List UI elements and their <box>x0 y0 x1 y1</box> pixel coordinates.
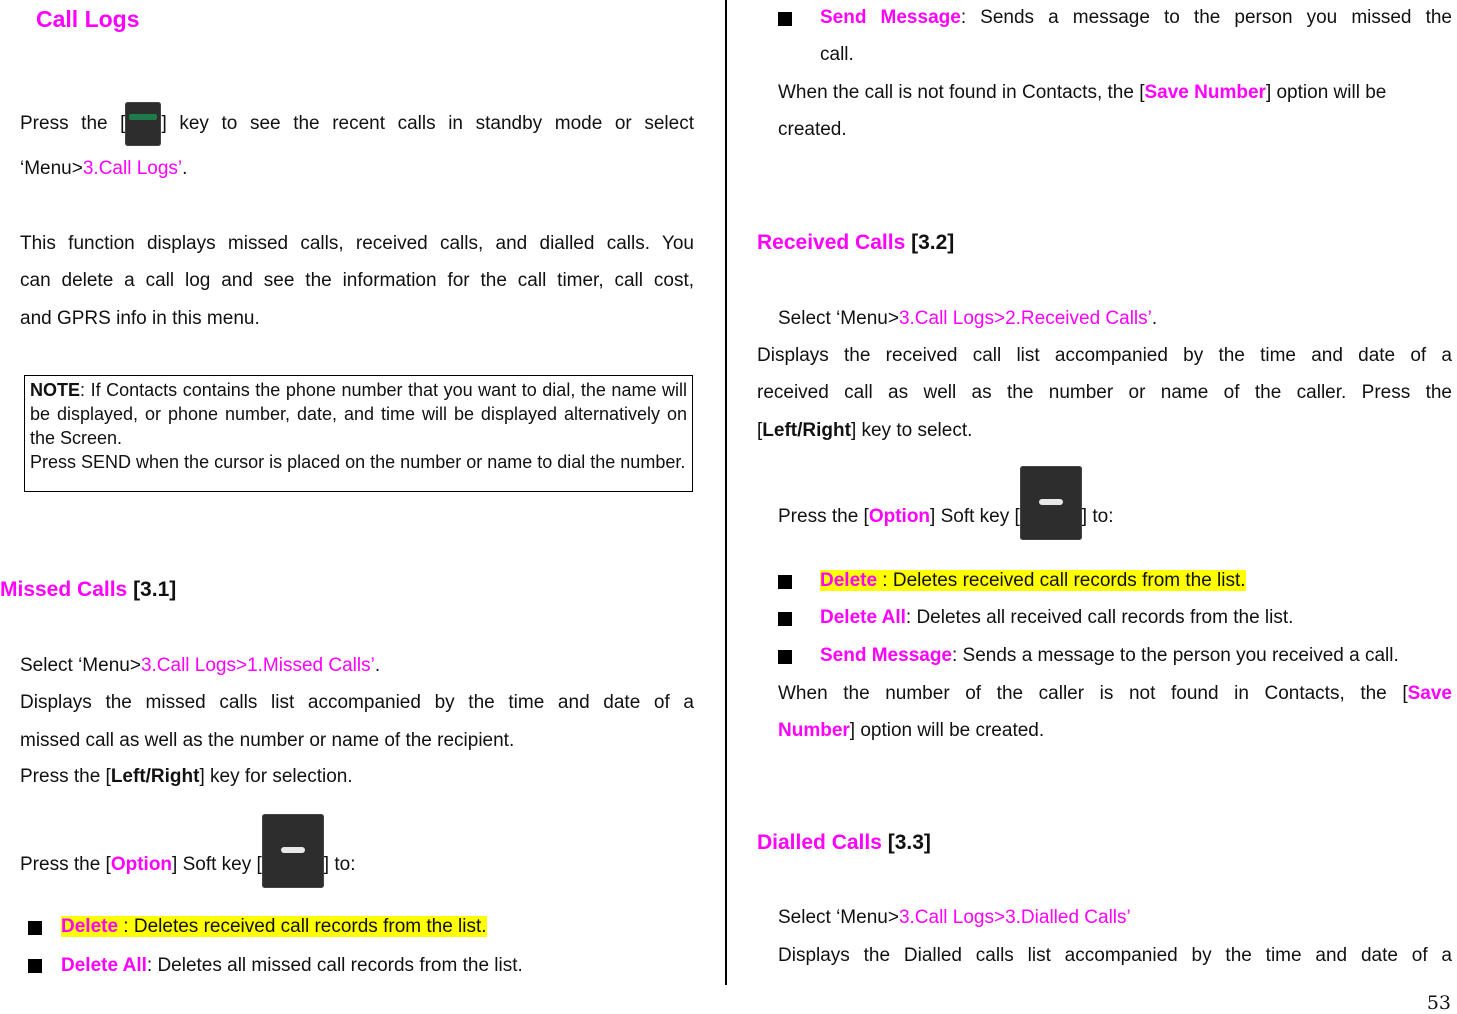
dialled-desc-line-1: Displays the Dialled calls list accompanied by the time and date of a <box>778 945 1452 966</box>
description-line-1: This function displays missed calls, received calls, and dialled calls. You <box>20 233 694 254</box>
missed-calls-heading: Missed Calls [3.1] <box>0 578 177 601</box>
send-message-line-2: call. <box>820 44 854 65</box>
received-desc-line-2: received call as well as the number or name of the caller. Press the <box>757 382 1452 403</box>
received-save-line-2: Number] option will be created. <box>778 720 1045 741</box>
bullet-square-icon <box>28 959 42 973</box>
note-text-1: : If Contacts contains the phone number that you want to dial, the name will be displayed, or phone number, date, and time will be displayed alternatively on the Screen. <box>30 380 687 448</box>
description-line-2: can delete a call log and see the information for the call timer, call cost, <box>20 270 694 291</box>
missed-desc-line-2: missed call as well as the number or name of the recipient. <box>20 730 515 751</box>
dialled-select-line: Select ‘Menu>3.Call Logs>3.Dialled Calls’ <box>778 907 1131 928</box>
received-bullet-delete-all: Delete All: Deletes all received call records from the list. <box>820 607 1294 628</box>
received-desc-line-1: Displays the received call list accompanied by the time and date of a <box>757 345 1452 366</box>
call-key-icon <box>125 102 161 146</box>
save-number-line-1: When the call is not found in Contacts, the [Save Number] option will be <box>778 82 1387 103</box>
page-title: Call Logs <box>36 6 140 32</box>
missed-bullet-delete: Delete : Deletes received call records from the list. <box>61 916 487 937</box>
column-divider <box>725 0 727 985</box>
bullet-square-icon <box>778 650 792 664</box>
intro-line-1: Press the [ ] key to see the recent calls in standby mode or select <box>20 88 694 160</box>
missed-desc-line-1: Displays the missed calls list accompanied by the time and date of a <box>20 692 694 713</box>
bullet-square-icon <box>778 575 792 589</box>
received-menu-path: 3.Call Logs>2.Received Calls’ <box>898 308 1152 329</box>
received-desc-line-3: [Left/Right] key to select. <box>757 420 973 441</box>
received-bullet-delete: Delete : Deletes received call records from the list. <box>820 570 1246 591</box>
note-text-2: Press SEND when the cursor is placed on the number or name to dial the number. <box>30 452 686 472</box>
missed-menu-path: 3.Call Logs>1.Missed Calls’ <box>140 655 375 676</box>
description-line-3: and GPRS info in this menu. <box>20 308 260 329</box>
missed-select-line: Select ‘Menu>3.Call Logs>1.Missed Calls’. <box>20 655 381 676</box>
dialled-calls-heading: Dialled Calls [3.3] <box>757 831 931 854</box>
bullet-square-icon <box>778 612 792 626</box>
received-bullet-send-message: Send Message: Sends a message to the person you received a call. <box>820 645 1399 666</box>
received-option-line: Press the [Option] Soft key [ ] to: <box>778 466 1113 542</box>
missed-press-line: Press the [Left/Right] key for selection. <box>20 766 353 787</box>
bullet-square-icon <box>28 921 42 935</box>
missed-bullet-delete-all: Delete All: Deletes all missed call records from the list. <box>61 955 523 976</box>
note-label: NOTE <box>30 380 81 400</box>
received-calls-heading: Received Calls [3.2] <box>757 231 955 254</box>
save-number-line-2: created. <box>778 119 847 140</box>
note-box <box>24 375 693 492</box>
dialled-menu-path: 3.Call Logs>3.Dialled Calls’ <box>898 907 1131 928</box>
bullet-square-icon <box>778 12 792 26</box>
send-message-line-1: Send Message: Sends a message to the person you missed the <box>820 7 1453 28</box>
received-select-line: Select ‘Menu>3.Call Logs>2.Received Calls’. <box>778 308 1158 329</box>
soft-key-icon <box>1020 466 1082 540</box>
menu-path: 3.Call Logs’ <box>82 158 183 179</box>
missed-option-line: Press the [Option] Soft key [ ] to: <box>20 814 355 890</box>
soft-key-icon <box>262 814 324 888</box>
intro-line-2: ‘Menu>3.Call Logs’. <box>20 158 188 179</box>
received-save-line-1: When the number of the caller is not found in Contacts, the [Save <box>778 683 1452 704</box>
page-number: 53 <box>1426 992 1451 1014</box>
